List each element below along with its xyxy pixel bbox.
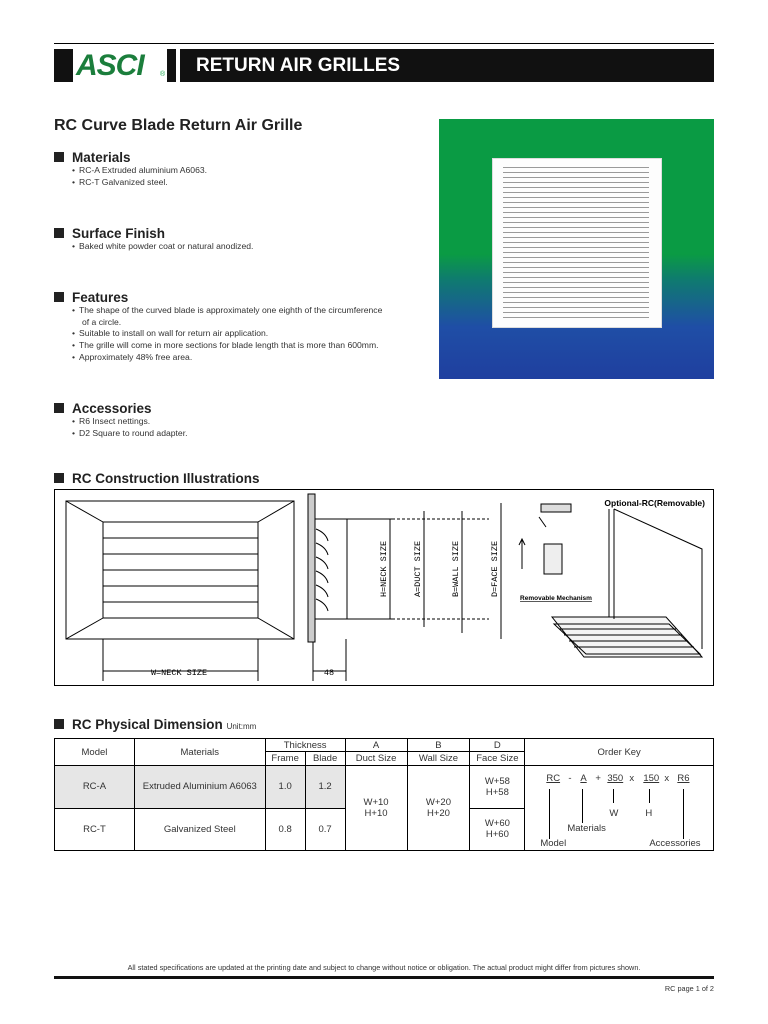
header-wall-size: Wall Size bbox=[407, 752, 470, 766]
grille-blade bbox=[503, 177, 649, 178]
order-key-w-label: W bbox=[609, 808, 619, 819]
table-row bbox=[55, 766, 714, 809]
header-thickness: Thickness bbox=[265, 739, 345, 752]
grille-blade bbox=[503, 167, 649, 168]
face-size-w: W+58 bbox=[484, 775, 510, 787]
model-cell: RC-T bbox=[55, 808, 135, 851]
grille-blade bbox=[503, 222, 649, 223]
grille-blade bbox=[503, 197, 649, 198]
b-wall-size-label: B=WALL SIZE bbox=[451, 540, 461, 598]
feature-text-continued: of a circle. bbox=[82, 316, 122, 327]
bullet-square-icon bbox=[54, 152, 64, 162]
logo-registered-mark: ® bbox=[160, 71, 166, 78]
grille-blade bbox=[503, 242, 649, 243]
order-key-sep: x bbox=[664, 773, 670, 784]
dimension-table bbox=[54, 738, 714, 851]
grille-blade bbox=[503, 217, 649, 218]
header-materials: Materials bbox=[134, 739, 265, 766]
grille-blade bbox=[503, 192, 649, 193]
neck-size-label: W=NECK SIZE bbox=[150, 668, 208, 678]
features-heading bbox=[54, 290, 128, 305]
list-item: • RC-T Galvanized steel. bbox=[72, 177, 412, 189]
unit-label: Unit:mm bbox=[226, 722, 257, 731]
grille-blade bbox=[503, 227, 649, 228]
order-key-width: 350 bbox=[607, 773, 624, 784]
header-model: Model bbox=[55, 739, 135, 766]
model-cell: RC-A bbox=[55, 766, 135, 809]
grille-blade bbox=[503, 307, 649, 308]
grille-blade bbox=[503, 247, 649, 248]
materials-list bbox=[72, 165, 412, 188]
list-item: • R6 Insect nettings. bbox=[72, 416, 412, 428]
list-item: • RC-A Extruded aluminium A6063. bbox=[72, 165, 412, 177]
bullet-square-icon bbox=[54, 292, 64, 302]
order-key-accessories-label: Accessories bbox=[649, 838, 701, 849]
grille-blade bbox=[503, 172, 649, 173]
grille-blade bbox=[503, 212, 649, 213]
order-key-model-label: Model bbox=[540, 838, 567, 849]
wall-size-w: W+20 bbox=[425, 797, 451, 808]
face-size-h: H+60 bbox=[485, 829, 509, 841]
optional-rc-label: Optional-RC(Removable) bbox=[604, 498, 705, 508]
duct-size-cell bbox=[345, 766, 407, 851]
blade-cell: 1.2 bbox=[305, 766, 345, 809]
list-item bbox=[72, 305, 412, 328]
optional-rc-drawing bbox=[516, 495, 712, 685]
list-item: • Suitable to install on wall for return air application. bbox=[72, 328, 412, 340]
page-header-title: RETURN AIR GRILLES bbox=[180, 49, 714, 82]
construction-drawing bbox=[54, 489, 714, 686]
grille-blade bbox=[503, 252, 649, 253]
grille-blade bbox=[503, 182, 649, 183]
surface-finish-heading-text: Surface Finish bbox=[72, 226, 166, 241]
material-cell: Extruded Aluminium A6063 bbox=[134, 766, 265, 809]
header-face-size: Face Size bbox=[470, 752, 525, 766]
header-a: A bbox=[345, 739, 407, 752]
header-frame: Frame bbox=[265, 752, 305, 766]
grille-blade bbox=[503, 282, 649, 283]
a-duct-size-label: A=DUCT SIZE bbox=[413, 540, 423, 598]
order-key-accessory: R6 bbox=[677, 773, 690, 784]
bullet-square-icon bbox=[54, 403, 64, 413]
wall-size-cell bbox=[407, 766, 470, 851]
features-heading-text: Features bbox=[72, 290, 129, 305]
order-key-materials-label: Materials bbox=[567, 823, 606, 834]
material-cell: Galvanized Steel bbox=[134, 808, 265, 851]
leader-line bbox=[683, 789, 684, 839]
leader-line bbox=[582, 789, 583, 823]
order-key-material: A bbox=[580, 773, 587, 784]
order-key-sep: - bbox=[568, 773, 572, 784]
bullet-square-icon bbox=[54, 228, 64, 238]
leader-line bbox=[549, 789, 550, 839]
header-b: B bbox=[407, 739, 470, 752]
d-face-size-label: D=FACE SIZE bbox=[490, 540, 500, 598]
order-key-diagram bbox=[525, 766, 713, 850]
features-list bbox=[72, 305, 412, 364]
bottom-rule bbox=[54, 976, 714, 979]
materials-heading-text: Materials bbox=[72, 150, 131, 165]
list-item: • D2 Square to round adapter. bbox=[72, 428, 412, 440]
surface-finish-heading bbox=[54, 226, 165, 241]
frame-cell: 0.8 bbox=[265, 808, 305, 851]
bullet-square-icon bbox=[54, 473, 64, 483]
physical-dimension-heading bbox=[54, 717, 256, 732]
grille-blade bbox=[503, 262, 649, 263]
construction-heading bbox=[54, 471, 260, 486]
grille-blade bbox=[503, 287, 649, 288]
header-blade: Blade bbox=[305, 752, 345, 766]
leader-line bbox=[649, 789, 650, 803]
disclaimer-note: All stated specifications are updated at the printing date and subject to change without notice or obligation. The actual product might differ from pictures shown. bbox=[127, 963, 641, 972]
order-key-cell bbox=[525, 766, 714, 851]
face-size-cell bbox=[470, 766, 525, 809]
order-key-height: 150 bbox=[643, 773, 660, 784]
header-d: D bbox=[470, 739, 525, 752]
header-duct-size: Duct Size bbox=[345, 752, 407, 766]
leader-line bbox=[613, 789, 614, 803]
duct-size-w: W+10 bbox=[363, 797, 389, 808]
grille-blade bbox=[503, 202, 649, 203]
grille-blade bbox=[503, 272, 649, 273]
grille-blade bbox=[503, 277, 649, 278]
face-size-w: W+60 bbox=[484, 818, 510, 830]
grille-blade bbox=[503, 237, 649, 238]
order-key-model: RC bbox=[546, 773, 561, 784]
grille-blade bbox=[503, 257, 649, 258]
side-view-drawing bbox=[308, 494, 501, 642]
top-rule bbox=[54, 43, 714, 44]
accessories-list bbox=[72, 416, 412, 439]
header-order-key: Order Key bbox=[525, 739, 714, 766]
surface-finish-list bbox=[72, 241, 412, 253]
accessories-heading-text: Accessories bbox=[72, 401, 152, 416]
grille-blade bbox=[503, 292, 649, 293]
frame-cell: 1.0 bbox=[265, 766, 305, 809]
list-item: • Approximately 48% free area. bbox=[72, 352, 412, 364]
grille-blade bbox=[503, 297, 649, 298]
grille-image bbox=[492, 158, 662, 328]
removable-mechanism-label: Removable Mechanism bbox=[520, 595, 592, 602]
wall-size-h: H+20 bbox=[426, 808, 450, 819]
grille-blade bbox=[503, 302, 649, 303]
list-item: • Baked white powder coat or natural anodized. bbox=[72, 241, 412, 253]
company-logo: ASCI bbox=[76, 49, 144, 82]
order-key-sep: + bbox=[595, 773, 601, 784]
h-neck-size-label: H=NECK SIZE bbox=[379, 540, 389, 598]
grille-blade bbox=[503, 232, 649, 233]
construction-heading-text: RC Construction Illustrations bbox=[72, 471, 260, 486]
product-title: RC Curve Blade Return Air Grille bbox=[54, 117, 303, 134]
grille-blade bbox=[503, 187, 649, 188]
accessories-heading bbox=[54, 401, 152, 416]
grille-blade bbox=[503, 317, 649, 318]
blade-cell: 0.7 bbox=[305, 808, 345, 851]
face-size-cell bbox=[470, 808, 525, 851]
bullet-square-icon bbox=[54, 719, 64, 729]
order-key-sep: x bbox=[629, 773, 635, 784]
grille-blade bbox=[503, 207, 649, 208]
depth-label: 48 bbox=[323, 668, 335, 678]
order-key-h-label: H bbox=[645, 808, 653, 819]
grille-blade bbox=[503, 267, 649, 268]
physical-dimension-heading-text: RC Physical Dimension bbox=[72, 717, 223, 732]
grille-blade bbox=[503, 312, 649, 313]
page-number: RC page 1 of 2 bbox=[664, 984, 714, 993]
feature-text: The shape of the curved blade is approximately one eighth of the circumference bbox=[79, 305, 383, 315]
list-item: • The grille will come in more sections for blade length that is more than 600mm. bbox=[72, 340, 412, 352]
front-view-drawing bbox=[66, 501, 346, 681]
materials-heading bbox=[54, 150, 131, 165]
face-size-h: H+58 bbox=[485, 786, 509, 798]
duct-size-h: H+10 bbox=[364, 808, 388, 819]
